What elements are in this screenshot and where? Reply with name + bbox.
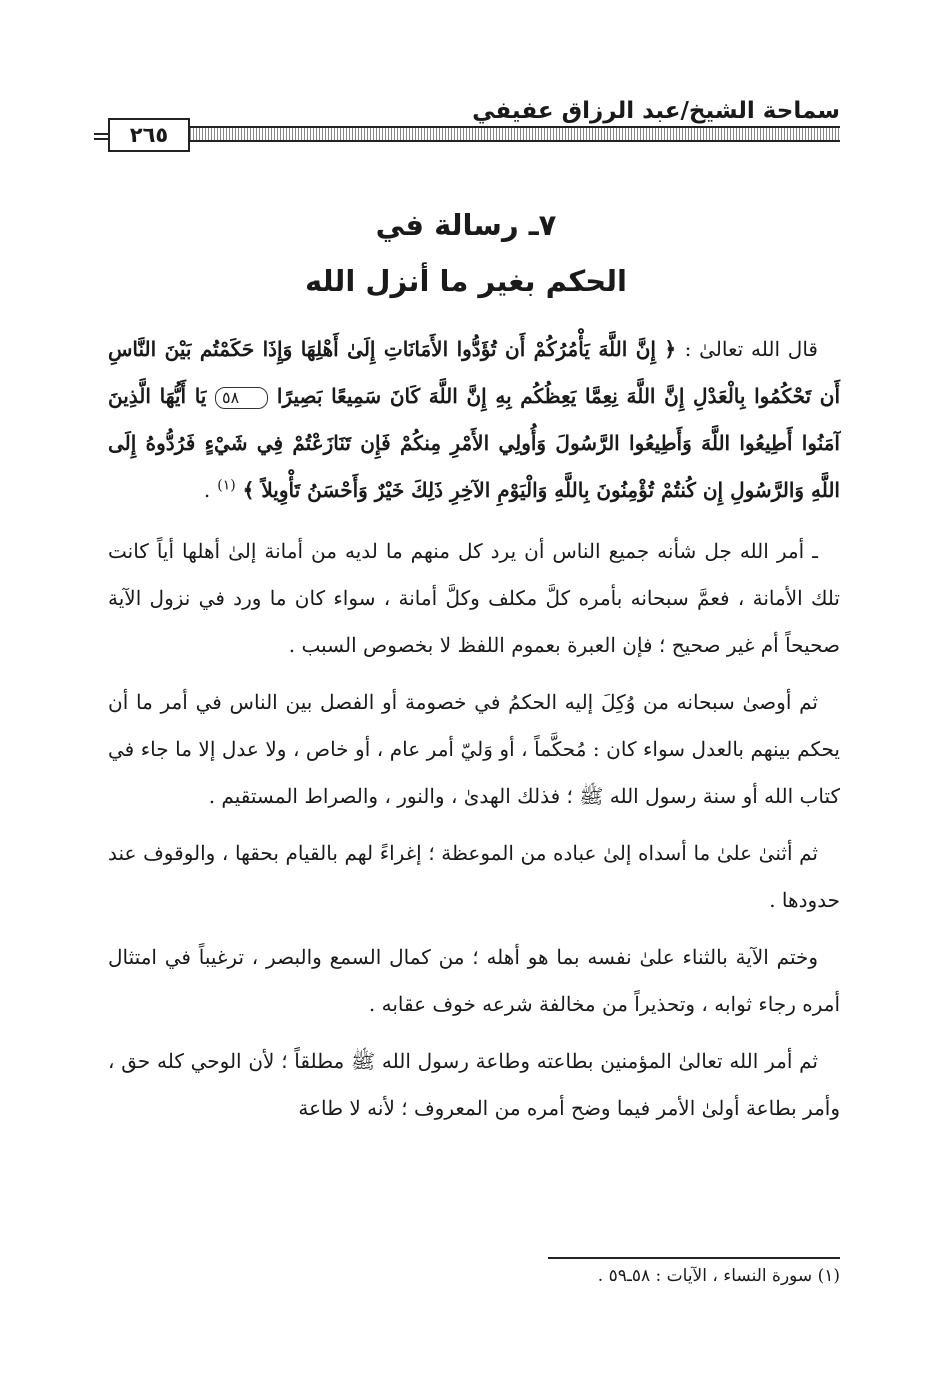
verse-end-punctuation: . [203, 478, 211, 502]
paragraph-1: ـ أمر الله جل شأنه جميع الناس أن يرد كل منهم ما لديه من أمانة إلىٰ أهلها أياً كانت تلك الأمانة ، فعمَّ سبحانه بأمره كلَّ مكلف وكلَّ أمانة ، سواء كان ما ورد في نزول الآية صحيحاً أم غير صحيح ؛ فإن العبرة بعموم اللفظ لا بخصوص السبب . [108, 539, 840, 657]
paragraph-5: ثم أمر الله تعالىٰ المؤمنين بطاعته وطاعة رسول الله ﷺ مطلقاً ؛ لأن الوحي كله حق ، وأمر بطاعة أولىٰ الأمر فيما وضح أمره من المعروف ؛ لأنه لا طاعة [108, 1049, 840, 1120]
verse-intro: قال الله تعالىٰ : [684, 337, 818, 361]
footnote-reference: (١) [217, 477, 236, 494]
quran-verse-paragraph [108, 326, 840, 514]
page-number: ٢٦٥ [108, 118, 190, 152]
quran-verse-part-1: ﴿ إِنَّ اللَّهَ يَأْمُرُكُمْ أَن تُؤَدُّوا الأَمَانَاتِ إِلَىٰ أَهْلِهَا وَإِذَا حَكَمْتُم بَيْنَ النَّاسِ أَن تَحْكُمُوا بِالْعَدْلِ إِنَّ اللَّهَ نِعِمَّا يَعِظُكُم بِهِ إِنَّ اللَّهَ كَانَ سَمِيعًا بَصِيرًا [108, 337, 840, 408]
footnote-divider [548, 1257, 840, 1259]
ayah-number-marker: ٥٨ [215, 387, 268, 409]
quran-verse-part-2: يَا أَيُّهَا الَّذِينَ آمَنُوا أَطِيعُوا اللَّهَ وَأَطِيعُوا الرَّسُولَ وَأُولِي الأَمْرِ مِنكُمْ فَإِن تَنَازَعْتُمْ فِي شَيْءٍ فَرُدُّوهُ إِلَى اللَّهِ وَالرَّسُولِ إِن كُنتُمْ تُؤْمِنُونَ بِاللَّهِ وَالْيَوْمِ الآخِرِ ذَلِكَ خَيْرٌ وَأَحْسَنُ تَأْوِيلاً ﴾ [108, 384, 840, 502]
header-rule [190, 126, 840, 142]
paragraph-4: وختم الآية بالثناء علىٰ نفسه بما هو أهله ؛ من كمال السمع والبصر ، ترغيباً في امتثال أمره رجاء ثوابه ، وتحذيراً من مخالفة شرعه خوف عقابه . [108, 945, 840, 1016]
paragraph-2: ثم أوصىٰ سبحانه من وُكِلَ إليه الحكمُ في خصومة أو الفصل بين الناس في أمر ما أن يحكم بينهم بالعدل سواء كان : مُحكَّماً ، أو وَليّ أمر عام ، أو خاص ، ولا عدل إلا ما جاء في كتاب الله أو سنة رسول الله ﷺ ؛ فذلك الهدىٰ ، والنور ، والصراط المستقيم . [108, 690, 840, 808]
footnote-text: (١) سورة النساء ، الآيات : ٥٨ـ٥٩ . [597, 1266, 840, 1286]
paragraph-3: ثم أثنىٰ علىٰ ما أسداه إلىٰ عباده من الموعظة ؛ إغراءً لهم بالقيام بحقها ، والوقوف عند حدودها . [108, 841, 840, 912]
running-header-title: سماحة الشيخ/عبد الرزاق عفيفي [472, 98, 840, 124]
chapter-subtitle: الحكم بغير ما أنزل الله [305, 264, 627, 298]
body-text [108, 326, 840, 1142]
chapter-title: ٧ـ رسالة في [375, 208, 557, 242]
